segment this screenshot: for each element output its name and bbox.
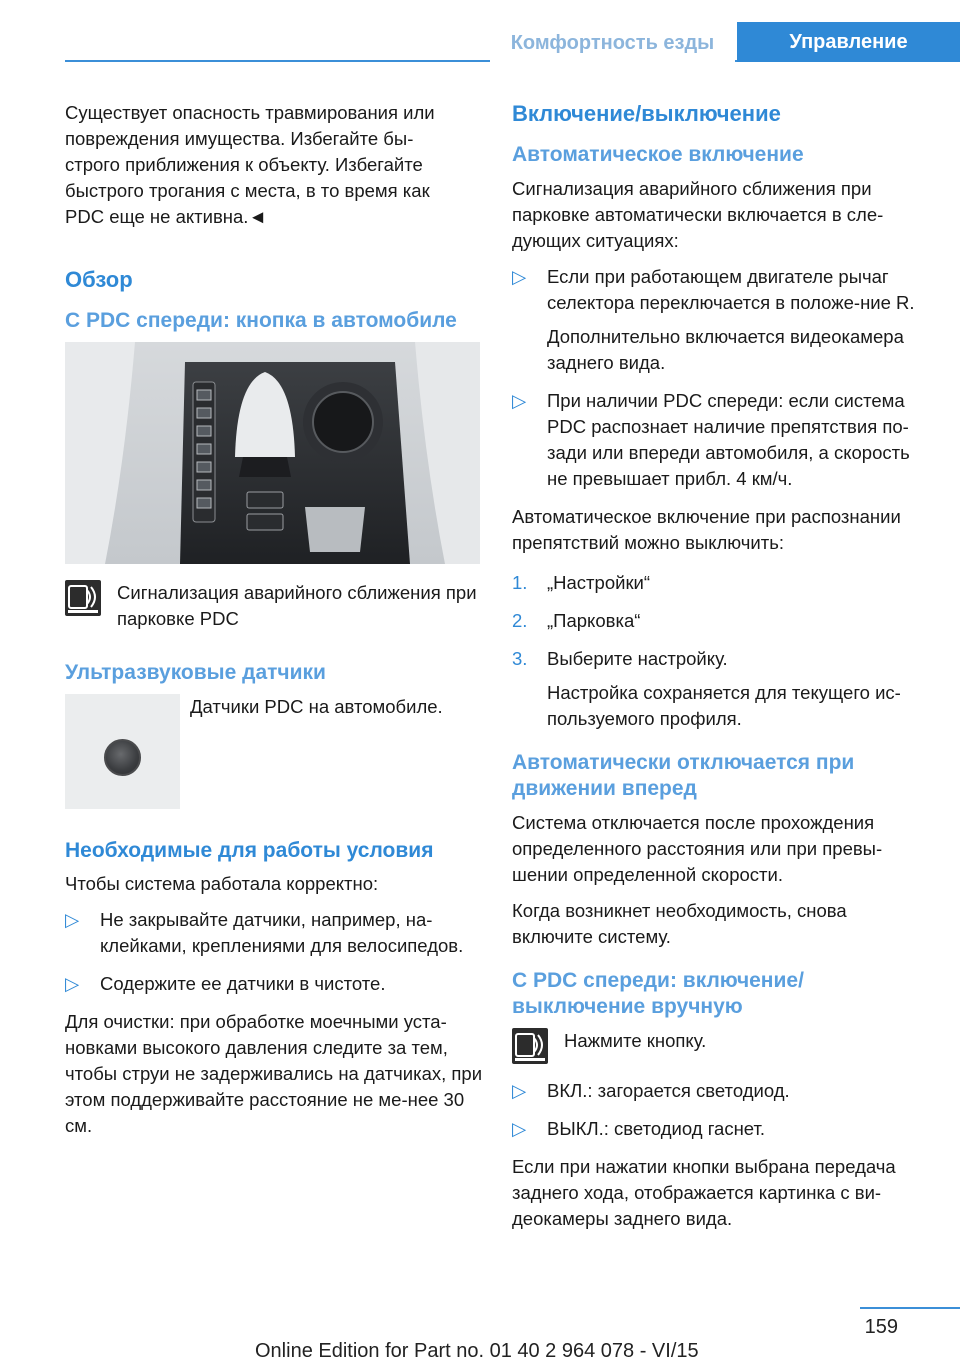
console-photo	[65, 342, 480, 564]
right-column	[512, 100, 932, 1242]
manual-caption: Нажмите кнопку.	[564, 1030, 707, 1051]
list-item: 1. „Настройки“	[512, 572, 651, 593]
manual-list	[512, 1078, 932, 1142]
pdc-button-caption-row	[65, 580, 485, 632]
list-item: ▷ ВКЛ.: загорается светодиод.	[512, 1078, 932, 1104]
center-console-image	[65, 342, 480, 564]
bullet-icon: ▷	[512, 1080, 527, 1101]
footer-rule	[860, 1307, 960, 1309]
list-item: ▷ Не закрывайте датчики, например, на-клейками, креплениями для велосипедов.	[65, 909, 464, 956]
auto-forward-text: Система отключается после прохождения определенного расстояния или при превы-шении определенной скорости.	[512, 812, 883, 885]
auto-forward-heading: Автоматически отключается при движении вперед	[512, 751, 855, 800]
header-chapter: Управление	[737, 22, 960, 62]
conditions-intro: Чтобы система работала корректно:	[65, 873, 379, 894]
steps-list	[512, 570, 932, 732]
pdc-button-caption: Сигнализация аварийного сближения при парковке PDC	[117, 582, 477, 629]
onoff-heading: Включение/выключение	[512, 101, 781, 126]
auto-forward-text2: Когда возникнет необходимость, снова включите систему.	[512, 900, 847, 947]
list-item: ▷ Если при работающем двигателе рычаг селектора переключается в положе-ние R. Дополнительно включается видеокамера заднего вида.	[512, 266, 915, 373]
button-heading: С PDC спереди: кнопка в автомобиле	[65, 309, 457, 332]
sensors-caption: Датчики PDC на автомобиле.	[190, 696, 443, 717]
conditions-heading: Необходимые для работы условия	[65, 839, 434, 862]
page-number: 159	[864, 1316, 898, 1338]
auto-on-intro: Сигнализация аварийного сближения при парковке автоматически включается в сле-дующих ситуациях:	[512, 178, 884, 251]
auto-off-intro: Автоматическое включение при распознании препятствий можно выключить:	[512, 506, 901, 553]
reverse-text: Если при нажатии кнопки выбрана передача заднего хода, отображается картинка с ви-деокамеры заднего вида.	[512, 1156, 896, 1229]
edition-text: Online Edition for Part no. 01 40 2 964 078 - VI/15	[255, 1340, 699, 1362]
manual-caption-row	[512, 1028, 932, 1064]
list-item: ▷ Содержите ее датчики в чистоте.	[65, 971, 485, 997]
header-section: Комфортность езды	[490, 24, 735, 62]
list-item: ▷ При наличии PDC спереди: если система PDC распознает наличие препятствия по-зади или впереди автомобиля, а скорость не превышает прибл. 4 км/ч.	[512, 390, 910, 489]
conditions-list	[65, 907, 485, 997]
list-item: ▷ ВЫКЛ.: светодиод гаснет.	[512, 1116, 932, 1142]
sensors-heading: Ультразвуковые датчики	[65, 661, 326, 684]
manual-heading: С PDC спереди: включение/ выключение вручную	[512, 969, 804, 1018]
bullet-icon: ▷	[512, 266, 527, 287]
cleaning-text: Для очистки: при обработке моечными уста-новками высокого давления следите за тем, чтобы струи не задерживались на датчиках, при этом поддерживайте расстояние не ме-нее 30 см.	[65, 1011, 483, 1136]
left-column	[65, 100, 485, 1149]
overview-heading: Обзор	[65, 267, 133, 292]
bullet-icon: ▷	[65, 909, 80, 930]
list-item: 2. „Парковка“	[512, 610, 641, 631]
bullet-icon: ▷	[512, 1118, 527, 1139]
bullet-icon: ▷	[65, 973, 80, 994]
sensor-dot-icon	[104, 739, 141, 776]
sensor-image	[65, 694, 180, 809]
pdc-button-icon	[512, 1028, 548, 1064]
bullet-icon: ▷	[512, 390, 527, 411]
warning-text: Существует опасность травмирования или повреждения имущества. Избегайте бы- строго приближения к объекту. Избегайте быстрого трогания с места, в то время как PDC еще не активна.◄	[65, 102, 435, 227]
sensors-row	[65, 694, 485, 809]
auto-on-list	[512, 264, 932, 492]
auto-on-heading: Автоматическое включение	[512, 143, 804, 166]
pdc-button-icon	[65, 580, 101, 616]
list-item: 3. Выберите настройку. Настройка сохраняется для текущего ис-пользуемого профиля.	[512, 648, 901, 729]
